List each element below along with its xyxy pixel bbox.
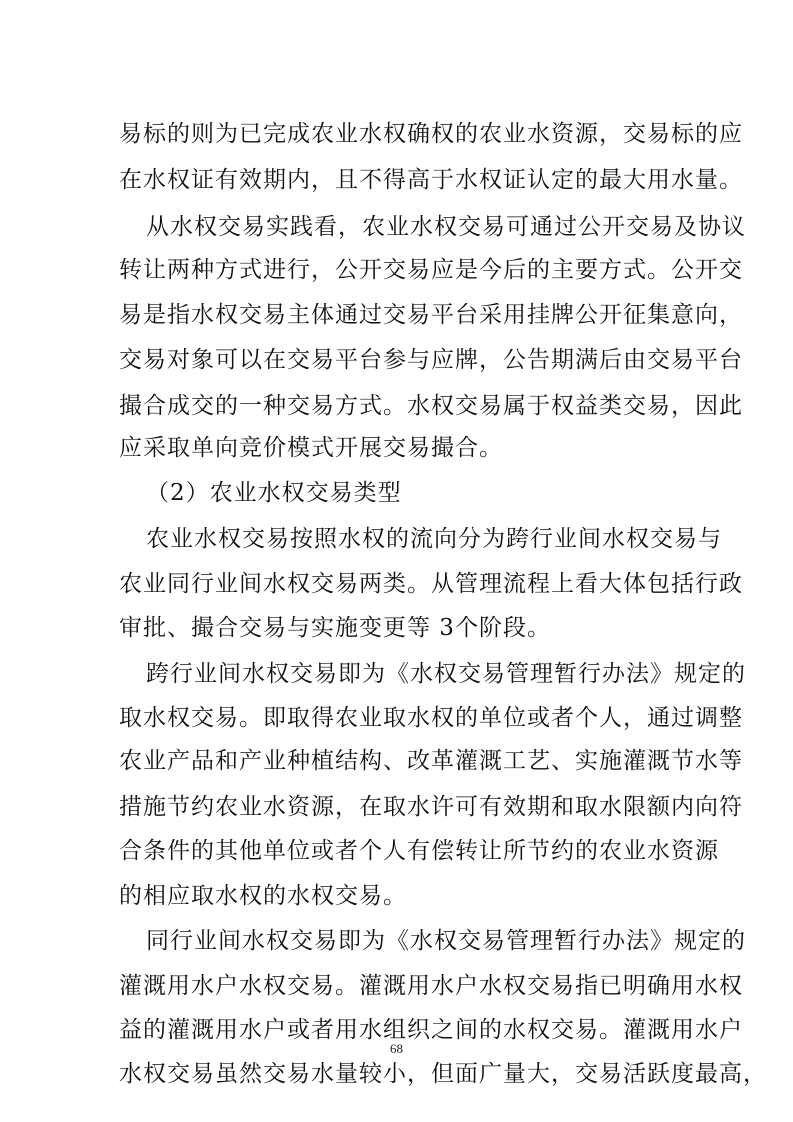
text-line: 易标的则为已完成农业水权确权的农业水资源，交易标的应 xyxy=(119,121,743,147)
text-line: 合条件的其他单位或者个人有偿转让所节约的农业水资源 xyxy=(119,838,719,864)
section-heading: （2）农业水权交易类型 xyxy=(146,480,402,506)
text-line: 灌溉用水户水权交易。灌溉用水户水权交易指已明确用水权 xyxy=(119,973,743,999)
text-line: 农业同行业间水权交易两类。从管理流程上看大体包括行政 xyxy=(119,571,743,597)
text-line: 撮合成交的一种交易方式。水权交易属于权益类交易，因此 xyxy=(119,393,743,419)
text-line: 的相应取水权的水权交易。 xyxy=(119,883,407,909)
text-line: 农业产品和产业种植结构、改革灌溉工艺、实施灌溉节水等 xyxy=(119,748,743,774)
text-line: 转让两种方式进行，公开交易应是今后的主要方式。公开交 xyxy=(119,257,743,283)
text-line: 农业水权交易按照水权的流向分为跨行业间水权交易与 xyxy=(146,526,722,552)
text-line: 同行业间水权交易即为《水权交易管理暂行办法》规定的 xyxy=(146,928,746,954)
text-line: 交易对象可以在交易平台参与应牌，公告期满后由交易平台 xyxy=(119,347,743,373)
page-number: 68 xyxy=(390,1041,403,1056)
text-line: 益的灌溉用水户或者用水组织之间的水权交易。灌溉用水户 xyxy=(119,1017,743,1043)
text-line: 易是指水权交易主体通过交易平台采用挂牌公开征集意向， xyxy=(119,302,743,328)
text-line: 从水权交易实践看，农业水权交易可通过公开交易及协议 xyxy=(146,214,746,240)
text-line: 取水权交易。即取得农业取水权的单位或者个人，通过调整 xyxy=(119,705,743,731)
text-line: 审批、撮合交易与实施变更等 3个阶段。 xyxy=(119,615,551,641)
text-line: 应采取单向竞价模式开展交易撮合。 xyxy=(119,435,503,461)
text-line: 水权交易虽然交易水量较小，但面广量大，交易活跃度最高， xyxy=(119,1061,767,1087)
text-line: 跨行业间水权交易即为《水权交易管理暂行办法》规定的 xyxy=(146,661,746,687)
text-line: 措施节约农业水资源，在取水许可有效期和取水限额内向符 xyxy=(119,794,743,820)
text-line: 在水权证有效期内，且不得高于水权证认定的最大用水量。 xyxy=(119,167,743,193)
